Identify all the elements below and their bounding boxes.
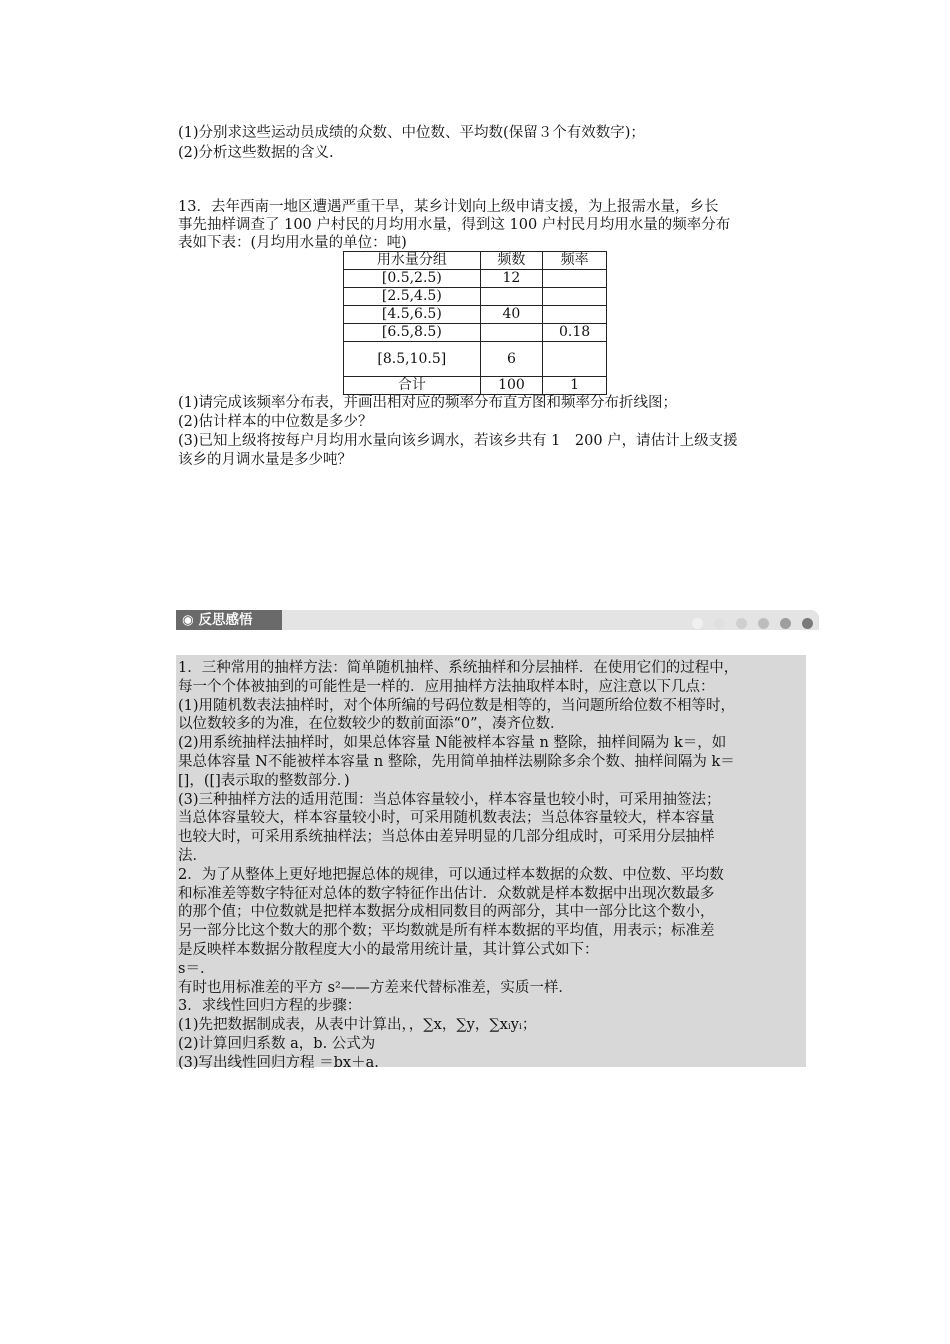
table-header-row <box>344 252 607 270</box>
summary-line: 3．求线性回归方程的步骤： <box>178 998 362 1015</box>
dot-icon <box>714 618 725 629</box>
row-rate: 0.18 <box>543 324 607 342</box>
row-count <box>480 324 543 342</box>
summary-line: 和标准差等数字特征对总体的数字特征作出估计．众数就是样本数据中出现次数最多 <box>178 885 715 902</box>
summary-line: 每一个个体被抽到的可能性是一样的．应用抽样方法抽取样本时，应注意以下几点： <box>178 678 715 695</box>
q13-part2: (2)估计样本的中位数是多少？ <box>178 414 373 430</box>
summary-line: 以位数较多的为准，在位数较少的数前面添“0”，凑齐位数． <box>178 716 565 733</box>
decorative-dots <box>686 614 813 626</box>
q13-part3: (3)已知上级将按每户月均用水量向该乡调水，若该乡共有 1 200 户，请估计上级支援 <box>178 433 738 449</box>
dot-icon <box>780 618 791 629</box>
q13-part3-cont: 该乡的月调水量是多少吨？ <box>178 452 352 468</box>
summary-line: s＝. <box>178 960 205 977</box>
table-row <box>344 270 607 288</box>
row-group: [4.5,6.5) <box>344 306 481 324</box>
summary-line: 果总体容量 N不能被样本容量 n 整除，先用简单抽样法剔除多余个数、抽样间隔为 k＝ <box>178 754 735 770</box>
row-count: 6 <box>480 342 543 377</box>
row-count <box>480 288 543 306</box>
dot-icon <box>692 618 703 629</box>
row-group: [0.5,2.5) <box>344 270 481 288</box>
q13-stem-line1: 13．去年西南一地区遭遇严重干旱，某乡计划向上级申请支援，为上报需水量，乡长 <box>178 199 719 215</box>
table-row <box>344 306 607 324</box>
q12-part2: (2)分析这些数据的含义. <box>178 145 334 161</box>
summary-line: 是反映样本数据分散程度大小的最常用统计量，其计算公式如下： <box>178 942 599 958</box>
row-rate <box>543 270 607 288</box>
summary-line: (3)写出线性回归方程 ＝bx＋a. <box>178 1054 379 1071</box>
row-count: 40 <box>480 306 543 324</box>
row-rate <box>543 342 607 377</box>
summary-line: 当总体容量较大，样本容量较小时，可采用随机数表法；当总体容量较大，样本容量 <box>178 810 715 827</box>
summary-line: (1)先把数据制成表，从表中计算出，，∑x，∑y，∑xᵢyᵢ； <box>178 1017 537 1034</box>
table-row <box>344 342 607 377</box>
frequency-table <box>343 251 607 395</box>
summary-line: 法． <box>178 848 207 864</box>
total-count: 100 <box>480 377 543 395</box>
row-rate <box>543 288 607 306</box>
section-tag <box>176 610 282 630</box>
summary-line: (2)用系统抽样法抽样时，如果总体容量 N能被样本容量 n 整除，抽样间隔为 k＝，如 <box>178 735 727 752</box>
dot-icon <box>758 618 769 629</box>
table-total-row <box>344 377 607 395</box>
summary-line: (3)三种抽样方法的适用范围：当总体容量较小，样本容量也较小时，可采用抽签法； <box>178 791 721 808</box>
dot-icon <box>736 618 747 629</box>
row-group: [6.5,8.5) <box>344 324 481 342</box>
total-label: 合计 <box>344 377 481 395</box>
row-rate <box>543 306 607 324</box>
q13-stem-line2: 事先抽样调查了 100 户村民的月均用水量，得到这 100 户村民月均用水量的频率分布 <box>178 217 731 233</box>
row-group: [8.5,10.5] <box>344 342 481 377</box>
table-row <box>344 324 607 342</box>
header-count: 频数 <box>480 252 543 270</box>
summary-line: 的那个值；中位数就是把样本数据分成相同数目的两部分，其中一部分比这个数小， <box>178 904 715 921</box>
summary-line: (1)用随机数表法抽样时，对个体所编的号码位数是相等的，当问题所给位数不相等时， <box>178 697 736 714</box>
table-row <box>344 288 607 306</box>
row-count: 12 <box>480 270 543 288</box>
header-rate: 频率 <box>543 252 607 270</box>
dot-icon <box>802 618 813 629</box>
summary-line: 有时也用标准差的平方 s²——方差来代替标准差，实质一样． <box>178 979 573 996</box>
q12-part1: (1)分别求这些运动员成绩的众数、中位数、平均数(保留３个有效数字)； <box>178 125 645 141</box>
summary-line: []，([]表示取的整数部分．) <box>178 772 350 789</box>
row-group: [2.5,4.5) <box>344 288 481 306</box>
summary-line: 另一部分比这个数大的那个数；平均数就是所有样本数据的平均值，用表示；标准差 <box>178 923 715 940</box>
summary-line: (2)计算回归系数 a，b. 公式为 <box>178 1036 376 1052</box>
summary-line: 也较大时，可采用系统抽样法；当总体由差异明显的几部分组成时，可采用分层抽样 <box>178 829 715 846</box>
header-group: 用水量分组 <box>344 252 481 270</box>
total-rate: 1 <box>543 377 607 395</box>
summary-line: 1．三种常用的抽样方法：简单随机抽样、系统抽样和分层抽样．在使用它们的过程中， <box>178 660 739 676</box>
q13-part1: (1)请完成该频率分布表，并画出相对应的频率分布直方图和频率分布折线图； <box>178 395 678 411</box>
section-title: 反思感悟 <box>198 612 253 628</box>
circle-dot-icon: ◉ <box>182 612 194 628</box>
section-header <box>176 610 819 630</box>
summary-line: 2．为了从整体上更好地把握总体的规律，可以通过样本数据的众数、中位数、平均数 <box>178 866 724 883</box>
q13-stem-line3: 表如下表：(月均用水量的单位：吨) <box>178 235 407 251</box>
